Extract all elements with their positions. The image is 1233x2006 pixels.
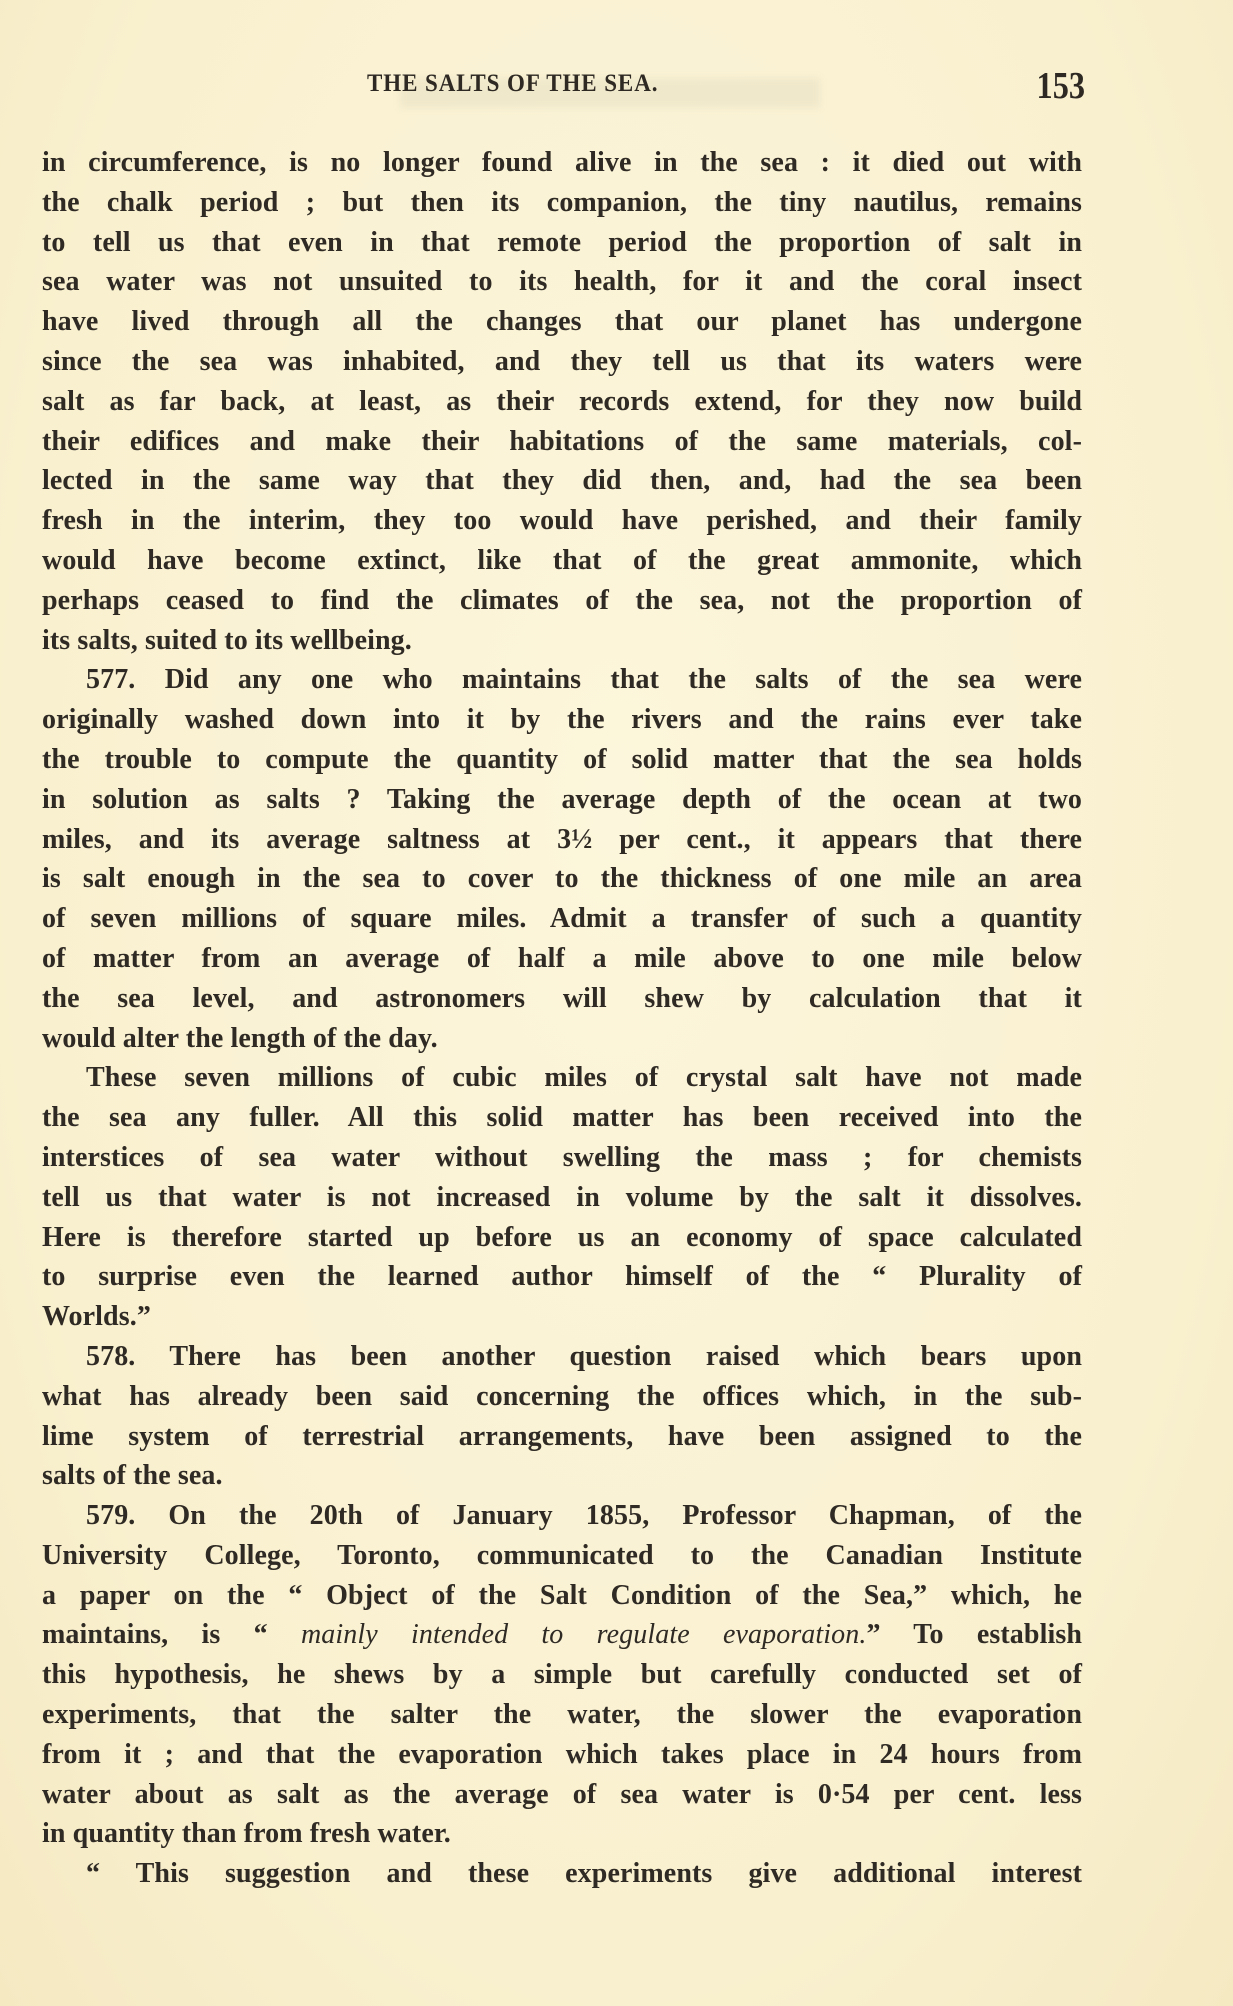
page-number: 153	[1036, 65, 1085, 107]
text-line: would have become extinct, like that of the great ammonite, which	[42, 544, 1082, 576]
text-line: Here is therefore started up before us an economy of space calculated	[42, 1221, 1082, 1253]
text-line: the chalk period ; but then its companion, the tiny nautilus, remains	[42, 186, 1082, 218]
text-line: the sea level, and astronomers will shew by calculation that it	[42, 982, 1082, 1014]
text-line: to surprise even the learned author himself of the “ Plurality of	[42, 1261, 1082, 1293]
italic-quotation: mainly intended to regulate evaporation.	[300, 1619, 867, 1651]
text-line: perhaps ceased to find the climates of the sea, not the proportion of	[42, 584, 1082, 616]
paragraph-first-line: 579. On the 20th of January 1855, Professor Chapman, of the	[86, 1500, 1082, 1532]
text-line: its salts, suited to its wellbeing.	[42, 624, 412, 656]
text-line: what has already been said concerning the offices which, in the sub-	[42, 1380, 1082, 1412]
text-line: of matter from an average of half a mile above to one mile below	[42, 942, 1082, 974]
text-line: miles, and its average saltness at 3½ per cent., it appears that there	[42, 823, 1082, 855]
text-line: their edifices and make their habitations of the same materials, col-	[42, 425, 1082, 457]
text-line: the sea any fuller. All this solid matter has been received into the	[42, 1102, 1082, 1134]
running-title: THE SALTS OF THE SEA.	[367, 70, 659, 97]
text-line: sea water was not unsuited to its health, for it and the coral insect	[42, 266, 1082, 298]
text-line: experiments, that the salter the water, the slower the evaporation	[42, 1699, 1082, 1731]
body-text	[42, 143, 1082, 1894]
text-line: Worlds.”	[42, 1301, 151, 1333]
paragraph-first-line: These seven millions of cubic miles of crystal salt have not made	[86, 1062, 1082, 1094]
text-line: in quantity than from fresh water.	[42, 1818, 451, 1850]
text-line: to tell us that even in that remote period the proportion of salt in	[42, 226, 1082, 258]
text-line: water about as salt as the average of sea water is 0·54 per cent. less	[42, 1778, 1082, 1810]
paragraph-first-line: 578. There has been another question raised which bears upon	[86, 1340, 1082, 1372]
text-line: is salt enough in the sea to cover to the thickness of one mile an area	[42, 863, 1082, 895]
text-line: in circumference, is no longer found alive in the sea : it died out with	[42, 147, 1082, 178]
text-line: lected in the same way that they did then, and, had the sea been	[42, 465, 1082, 497]
running-head	[42, 65, 1085, 107]
text-line: of seven millions of square miles. Admit a transfer of such a quantity	[42, 903, 1082, 935]
text-line: University College, Toronto, communicated to the Canadian Institute	[42, 1539, 1082, 1571]
text-line: have lived through all the changes that our planet has undergone	[42, 306, 1082, 338]
text-line: originally washed down into it by the rivers and the rains ever take	[42, 704, 1082, 736]
text-line: interstices of sea water without swelling the mass ; for chemists	[42, 1141, 1082, 1173]
text-line: from it ; and that the evaporation which takes place in 24 hours from	[42, 1738, 1082, 1770]
text-line: fresh in the interim, they too would have perished, and their family	[42, 505, 1082, 537]
text-line: lime system of terrestrial arrangements, have been assigned to the	[42, 1420, 1082, 1452]
text-line: in solution as salts ? Taking the average depth of the ocean at two	[42, 783, 1082, 815]
text-line: since the sea was inhabited, and they tell us that its waters were	[42, 345, 1082, 377]
text-line: a paper on the “ Object of the Salt Condition of the Sea,” which, he	[42, 1579, 1082, 1611]
text-line: salt as far back, at least, as their records extend, for they now build	[42, 385, 1082, 417]
text-line	[42, 1615, 1082, 1655]
text-line: this hypothesis, he shews by a simple but carefully conducted set of	[42, 1659, 1082, 1691]
paragraph-first-line: 577. Did any one who maintains that the salts of the sea were	[86, 664, 1082, 696]
text-line: would alter the length of the day.	[42, 1022, 438, 1054]
text-segment: ” To establish	[866, 1619, 1082, 1651]
text-line: the trouble to compute the quantity of solid matter that the sea holds	[42, 743, 1082, 775]
text-segment: maintains, is “	[42, 1619, 301, 1651]
text-line: tell us that water is not increased in volume by the salt it dissolves.	[42, 1181, 1082, 1213]
paragraph-first-line: “ This suggestion and these experiments give additional interest	[86, 1858, 1082, 1890]
text-line: salts of the sea.	[42, 1460, 223, 1492]
